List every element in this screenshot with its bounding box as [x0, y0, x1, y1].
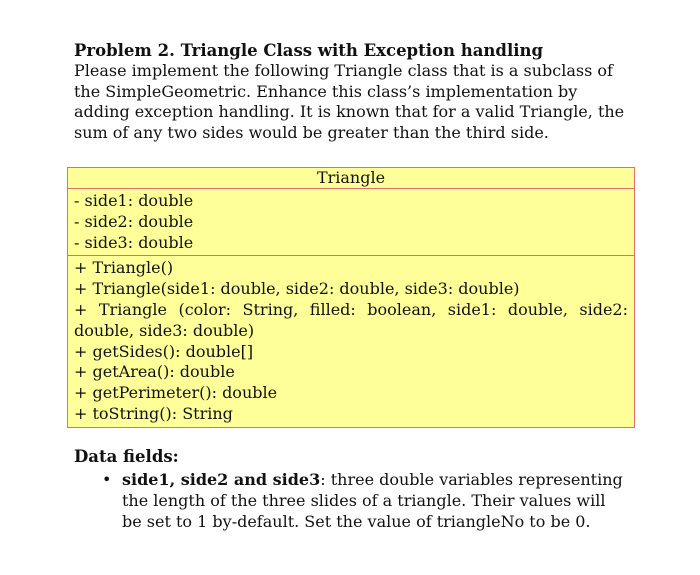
- bullet-term: side1, side2 and side3: [122, 470, 321, 489]
- uml-method: + getArea(): double: [74, 362, 235, 382]
- uml-method: + toString(): String: [74, 403, 233, 423]
- data-fields-section: [74, 446, 634, 532]
- uml-fields-section: [68, 189, 634, 256]
- uml-field: - side2: double: [74, 211, 194, 231]
- list-item: [74, 469, 634, 532]
- bullet-icon: •: [102, 470, 112, 489]
- bullet-description: : three double variables representing the length of the three slides of a triangle. Their values will be set to 1 by-default. Set the value of triangleNo to be 0.: [122, 470, 623, 531]
- problem-heading: Problem 2. Triangle Class with Exception handling: [74, 41, 544, 60]
- uml-field: - side3: double: [74, 232, 194, 252]
- uml-method: + getSides(): double[]: [74, 341, 254, 361]
- problem-section: [74, 40, 634, 143]
- uml-method: + Triangle (color: String, filled: boolean, side1: double, side2: double, side3: double): [74, 299, 628, 340]
- uml-field: - side1: double: [74, 191, 194, 210]
- uml-class-name: Triangle: [68, 168, 634, 189]
- uml-method: + getPerimeter(): double: [74, 383, 278, 403]
- uml-method: + Triangle(): [74, 258, 174, 278]
- uml-class-diagram: [67, 167, 635, 428]
- data-fields-heading: Data fields:: [74, 447, 179, 466]
- problem-description: Please implement the following Triangle class that is a subclass of the SimpleGeometric. Enhance this class’s implementation by adding exception handling. It is known that for a valid Triangle, the sum of any two sides would be greater than the third side.: [74, 61, 625, 142]
- bullet-text: [122, 469, 630, 532]
- uml-method: + Triangle(side1: double, side2: double, side3: double): [74, 279, 520, 299]
- uml-methods-section: [68, 256, 634, 426]
